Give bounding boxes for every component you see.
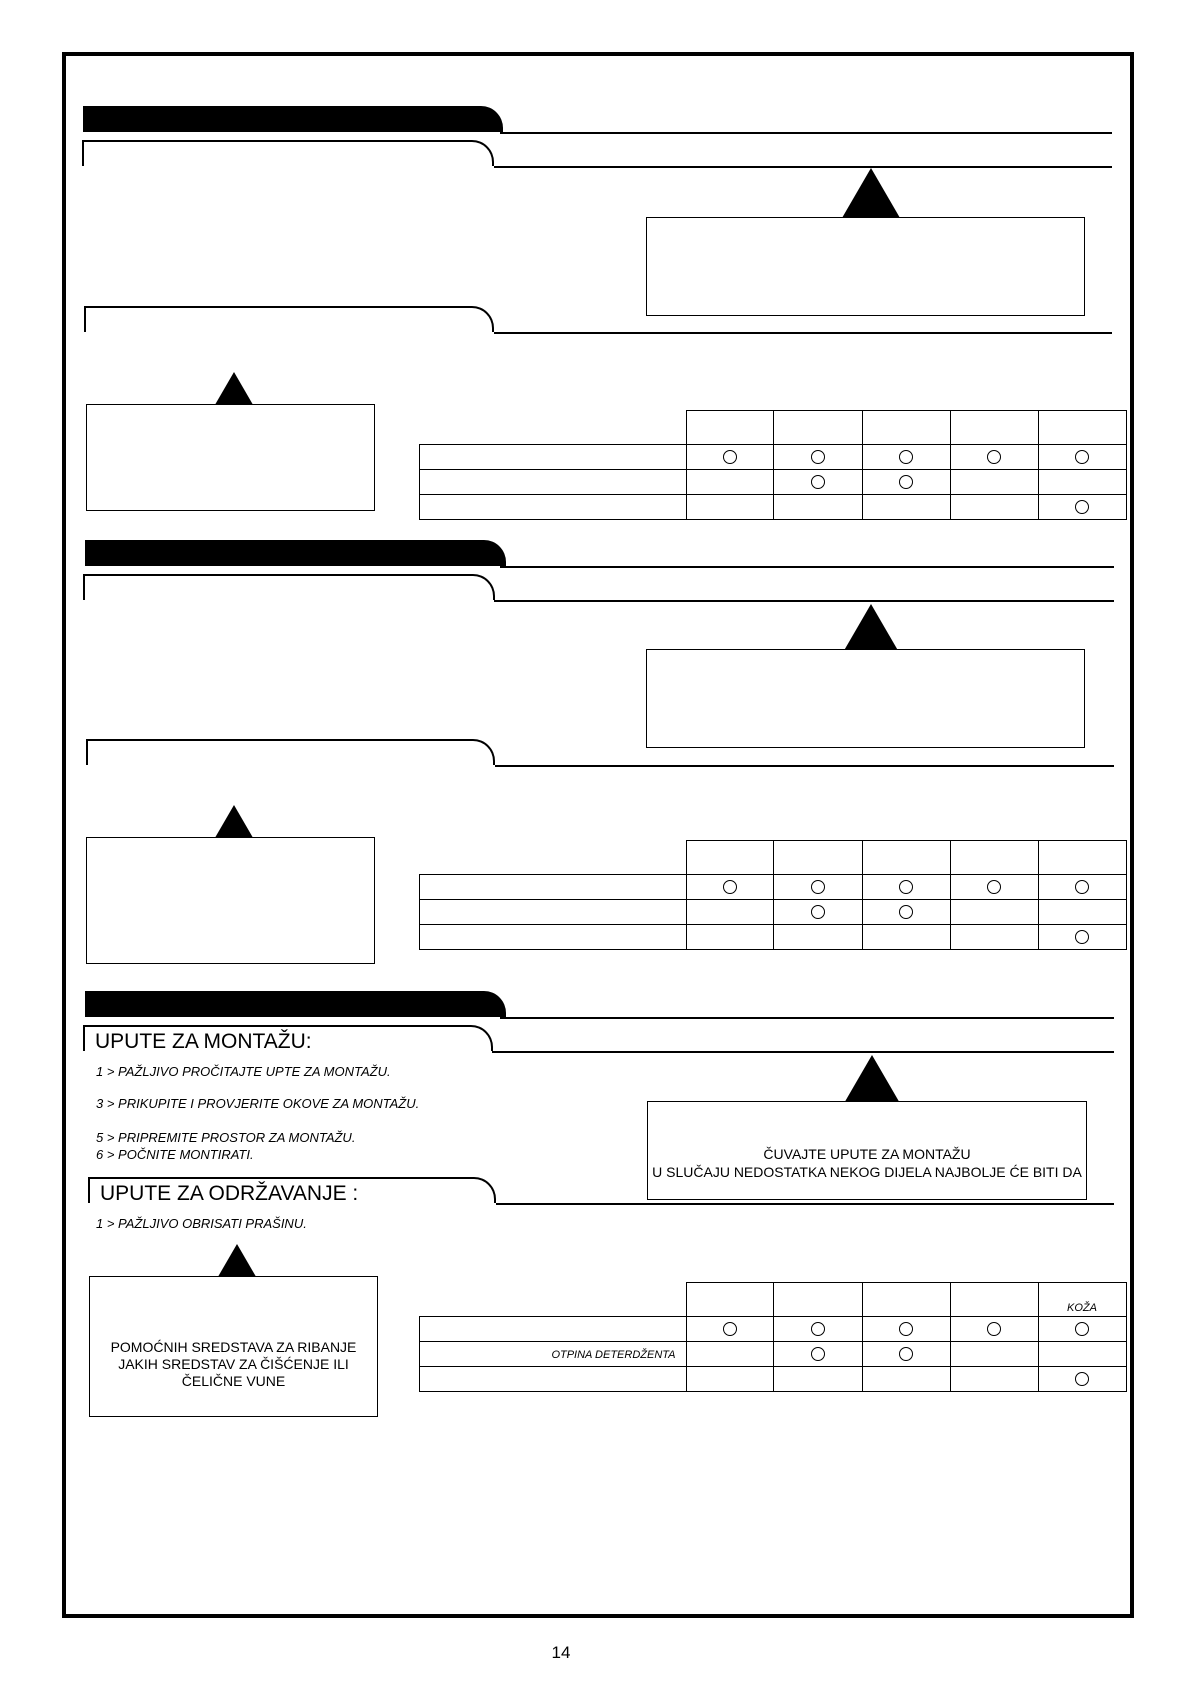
care-table-corner: [420, 1283, 687, 1317]
warning-box: [86, 837, 375, 964]
care-table-header: [773, 411, 862, 445]
care-table-cell: [862, 925, 950, 950]
care-table-row-label-text: OTPINA DETERDŽENTA: [551, 1349, 676, 1361]
maintenance-tab-line: [496, 1203, 1114, 1205]
circle-mark-icon: [987, 1322, 1001, 1336]
circle-mark-icon: [1075, 500, 1089, 514]
circle-mark-icon: [987, 880, 1001, 894]
circle-mark-icon: [811, 475, 825, 489]
care-table-row-label: [420, 900, 687, 925]
care-table-cell: [686, 470, 773, 495]
warning-box: [89, 1276, 378, 1417]
care-table-header: [1038, 1283, 1126, 1317]
care-table-cell: [1038, 1367, 1126, 1392]
care-table-header: [773, 841, 862, 875]
care-table-cell: [773, 1342, 862, 1367]
warning-text: JAKIH SREDSTAV ZA ČIŠĆENJE ILI: [118, 1356, 349, 1372]
care-table-header: [862, 1283, 950, 1317]
assembly-tab-line: [494, 166, 1112, 168]
assembly-step: 6 > POČNITE MONTIRATI.: [96, 1147, 254, 1162]
care-table-cell: [862, 875, 950, 900]
care-table-cell: [773, 900, 862, 925]
notice-text: ČUVAJTE UPUTE ZA MONTAŽU: [763, 1146, 971, 1162]
circle-mark-icon: [811, 880, 825, 894]
warning-triangle-icon: [842, 168, 900, 218]
care-table-cell: [950, 470, 1038, 495]
care-table-row-label: [420, 875, 687, 900]
care-table-cell: [1038, 1317, 1126, 1342]
assembly-tab: [83, 1025, 493, 1051]
care-table-cell: [773, 1317, 862, 1342]
maintenance-tab-line: [494, 332, 1112, 334]
assembly-step: 1 > PAŽLJIVO PROČITAJTE UPTE ZA MONTAŽU.: [96, 1064, 391, 1079]
care-table-cell: [1038, 875, 1126, 900]
circle-mark-icon: [723, 1322, 737, 1336]
care-table-header: [686, 411, 773, 445]
care-table-header: [862, 841, 950, 875]
circle-mark-icon: [811, 450, 825, 464]
assembly-tab-line: [494, 600, 1114, 602]
section-header-bar: [85, 540, 506, 566]
care-table-header-row: [420, 1283, 1127, 1317]
section-header-line: [500, 1017, 1114, 1019]
section-header-bar: [85, 991, 506, 1017]
circle-mark-icon: [899, 905, 913, 919]
care-table-cell: [1038, 1342, 1126, 1367]
section-header-bar: [83, 106, 503, 132]
care-table-cell: [862, 900, 950, 925]
maintenance-tab: [88, 1177, 496, 1203]
care-table-cell: [773, 875, 862, 900]
care-table-row: [420, 1342, 1127, 1367]
care-table-cell: [950, 495, 1038, 520]
notice-box: [647, 1101, 1087, 1200]
care-table-row-label: [420, 1342, 687, 1367]
care-table-cell: [686, 1367, 773, 1392]
warning-triangle-icon: [842, 604, 900, 654]
care-table-header: [773, 1283, 862, 1317]
care-table: [419, 840, 1127, 950]
maintenance-tab: [84, 306, 494, 332]
care-table-row-label: [420, 495, 687, 520]
circle-mark-icon: [723, 880, 737, 894]
circle-mark-icon: [1075, 1372, 1089, 1386]
care-table-cell: [950, 1367, 1038, 1392]
care-table-cell: [950, 445, 1038, 470]
notice-text: U SLUČAJU NEDOSTATKA NEKOG DIJELA NAJBOLJE ĆE BITI DA: [652, 1164, 1082, 1180]
maintenance-tab: [86, 739, 495, 765]
notice-box: [646, 649, 1085, 748]
circle-mark-icon: [1075, 450, 1089, 464]
care-table-cell: [1038, 470, 1126, 495]
care-table-cell: [773, 495, 862, 520]
care-table-header: [686, 841, 773, 875]
care-table-cell: [773, 1367, 862, 1392]
care-table-cell: [862, 445, 950, 470]
care-table-cell: [686, 1342, 773, 1367]
circle-mark-icon: [987, 450, 1001, 464]
care-table-cell: [773, 470, 862, 495]
care-table-cell: [862, 1342, 950, 1367]
care-table-cell: [1038, 445, 1126, 470]
care-table-cell: [1038, 900, 1126, 925]
assembly-tab: [83, 574, 495, 600]
care-table-cell: [686, 925, 773, 950]
notice-box: [646, 217, 1085, 316]
care-table-row: [420, 470, 1127, 495]
assembly-step: 3 > PRIKUPITE I PROVJERITE OKOVE ZA MONTAŽU.: [96, 1096, 420, 1111]
care-table-header: [950, 1283, 1038, 1317]
care-table-row-label: [420, 1317, 687, 1342]
care-table-cell: [686, 495, 773, 520]
care-table-cell: [862, 470, 950, 495]
care-table-cell: [686, 445, 773, 470]
care-table-header: [1038, 841, 1126, 875]
circle-mark-icon: [1075, 1322, 1089, 1336]
care-table-row: [420, 1317, 1127, 1342]
circle-mark-icon: [899, 475, 913, 489]
page-number: 14: [551, 1643, 571, 1662]
care-table: [419, 410, 1127, 520]
care-table-row: [420, 900, 1127, 925]
assembly-tab-line: [492, 1051, 1114, 1053]
care-table-cell: [862, 495, 950, 520]
care-table-header: [686, 1283, 773, 1317]
care-table-cell: [862, 1317, 950, 1342]
assembly-step: 5 > PRIPREMITE PROSTOR ZA MONTAŽU.: [96, 1130, 356, 1145]
circle-mark-icon: [899, 1347, 913, 1361]
care-table-row: [420, 445, 1127, 470]
care-table-header: [950, 411, 1038, 445]
section-header-line: [500, 566, 1114, 568]
circle-mark-icon: [723, 450, 737, 464]
care-table-cell: [686, 900, 773, 925]
circle-mark-icon: [899, 880, 913, 894]
maintenance-step: 1 > PAŽLJIVO OBRISATI PRAŠINU.: [96, 1216, 307, 1231]
care-table-header-row: [420, 841, 1127, 875]
care-table-cell: [773, 445, 862, 470]
care-table-row: [420, 925, 1127, 950]
care-table-row-label: [420, 1367, 687, 1392]
care-table-corner: [420, 841, 687, 875]
care-table-cell: [862, 1367, 950, 1392]
maintenance-tab-label: UPUTE ZA ODRŽAVANJE :: [100, 1182, 359, 1205]
maintenance-tab-line: [495, 765, 1114, 767]
warning-text: ČELIČNE VUNE: [181, 1373, 286, 1389]
care-table-header: [1038, 411, 1126, 445]
care-table-header-row: [420, 411, 1127, 445]
assembly-tab: [82, 140, 494, 166]
care-table-cell: [950, 875, 1038, 900]
assembly-tab-label: UPUTE ZA MONTAŽU:: [95, 1030, 312, 1053]
circle-mark-icon: [1075, 880, 1089, 894]
care-table-cell: [773, 925, 862, 950]
care-table-cell: [950, 1342, 1038, 1367]
circle-mark-icon: [811, 1347, 825, 1361]
care-table-cell: [686, 875, 773, 900]
care-table-header-label: KOŽA: [1067, 1302, 1097, 1314]
care-table-corner: [420, 411, 687, 445]
warning-triangle-icon: [843, 1055, 901, 1105]
care-table-row: [420, 495, 1127, 520]
circle-mark-icon: [1075, 930, 1089, 944]
circle-mark-icon: [811, 1322, 825, 1336]
care-table-cell: [1038, 925, 1126, 950]
care-table-row: [420, 1367, 1127, 1392]
care-table-row-label: [420, 925, 687, 950]
circle-mark-icon: [811, 905, 825, 919]
circle-mark-icon: [899, 450, 913, 464]
care-table-cell: [950, 925, 1038, 950]
care-table-row-label: [420, 445, 687, 470]
warning-text: POMOĆNIH SREDSTAVA ZA RIBANJE: [110, 1339, 357, 1355]
care-table-cell: [1038, 495, 1126, 520]
care-table-header: [950, 841, 1038, 875]
care-table-header: [862, 411, 950, 445]
care-table-cell: [950, 900, 1038, 925]
section-header-line: [500, 132, 1112, 134]
care-table-row: [420, 875, 1127, 900]
care-table-cell: [686, 1317, 773, 1342]
circle-mark-icon: [899, 1322, 913, 1336]
care-table-row-label: [420, 470, 687, 495]
warning-box: [86, 404, 375, 511]
care-table-cell: [950, 1317, 1038, 1342]
care-table: [419, 1282, 1127, 1392]
